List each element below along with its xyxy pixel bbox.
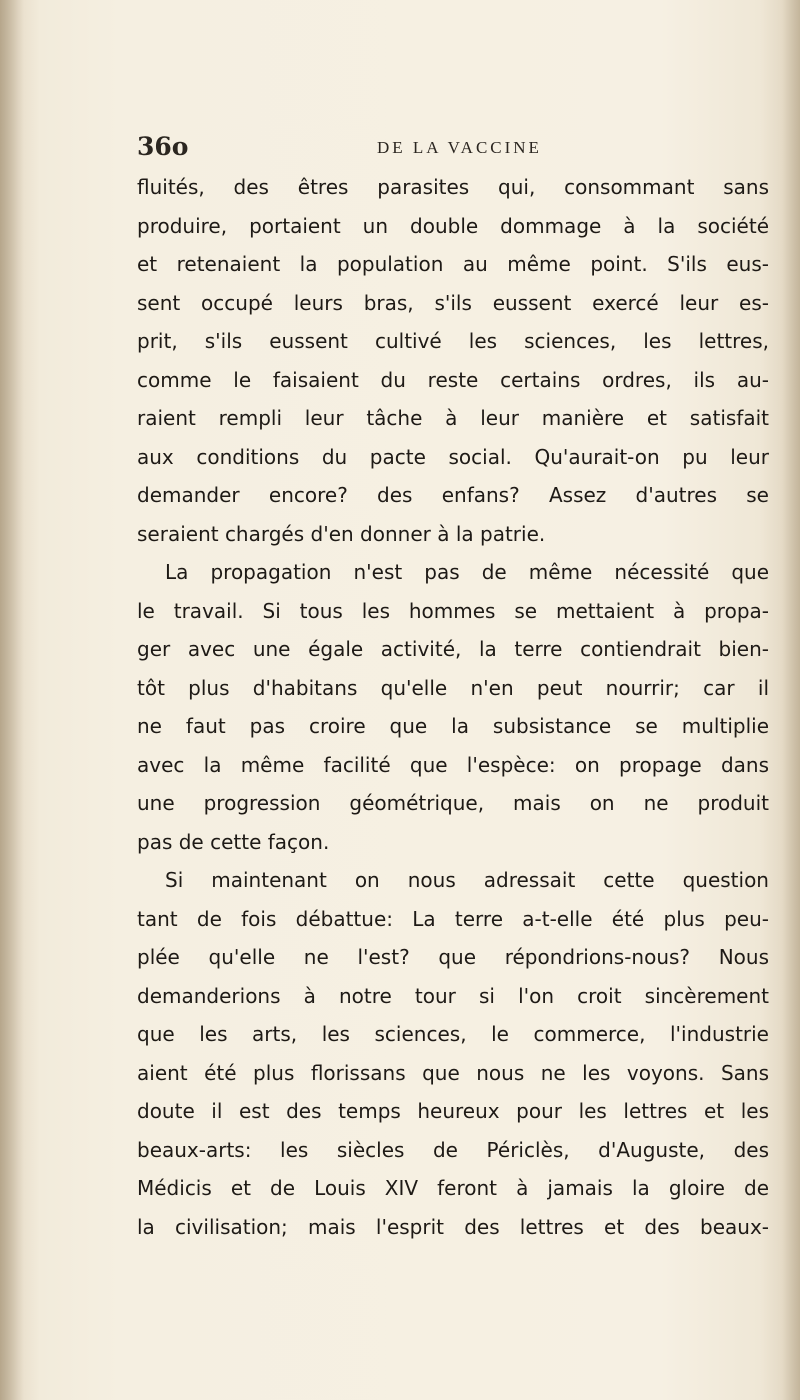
text-line: doute il est des temps heureux pour les lettres et les [137, 1099, 769, 1123]
text-line: Si maintenant on nous adressait cette question [165, 868, 769, 892]
text-line: beaux-arts: les siècles de Périclès, d'Auguste, des [137, 1137, 769, 1162]
text-line: la civilisation; mais l'esprit des lettres et des beaux- [137, 1214, 769, 1239]
text-line: aux conditions du pacte social. Qu'aurait-on pu leur [137, 444, 769, 469]
text-line: comme le faisaient du reste certains ordres, ils au- [137, 367, 769, 392]
text-line: demanderions à notre tour si l'on croit sincèrement [137, 983, 769, 1008]
binding-shadow [0, 0, 24, 1400]
text-line: le travail. Si tous les hommes se mettaient à propa- [137, 598, 769, 623]
page-number: 36o [137, 132, 189, 161]
text-line: avec la même facilité que l'espèce: on propage dans [137, 752, 769, 777]
text-line: et retenaient la population au même point. S'ils eus- [137, 252, 769, 276]
text-line: fluités, des êtres parasites qui, consommant sans [137, 175, 769, 199]
text-line: une progression géométrique, mais on ne produit [137, 791, 769, 815]
text-line: raient rempli leur tâche à leur manière et satisfait [137, 406, 769, 430]
text-line: aient été plus florissans que nous ne les voyons. Sans [137, 1060, 769, 1085]
body-text [137, 168, 769, 1246]
page-header [137, 132, 767, 168]
text-line: tant de fois débattue: La terre a-t-elle été plus peu- [137, 906, 769, 931]
text-line: La propagation n'est pas de même nécessité que [165, 560, 769, 584]
text-line: ger avec une égale activité, la terre contiendrait bien- [137, 637, 769, 661]
text-line: tôt plus d'habitans qu'elle n'en peut nourrir; car il [137, 675, 769, 700]
text-line: que les arts, les sciences, le commerce, l'industrie [137, 1022, 769, 1046]
text-line: seraient chargés d'en donner à la patrie. [137, 521, 546, 546]
text-line: pas de cette façon. [137, 829, 330, 854]
text-line: produire, portaient un double dommage à la société [137, 213, 769, 238]
text-line: sent occupé leurs bras, s'ils eussent exercé leur es- [137, 290, 769, 315]
text-line: plée qu'elle ne l'est? que répondrions-nous? Nous [137, 945, 769, 969]
running-head: DE LA VACCINE [377, 138, 542, 157]
text-line: ne faut pas croire que la subsistance se multiplie [137, 714, 769, 738]
page-edge [782, 0, 800, 1400]
text-line: prit, s'ils eussent cultivé les sciences, les lettres, [137, 329, 769, 353]
text-line: demander encore? des enfans? Assez d'autres se [137, 483, 769, 507]
text-line: Médicis et de Louis XIV feront à jamais la gloire de [137, 1176, 769, 1200]
